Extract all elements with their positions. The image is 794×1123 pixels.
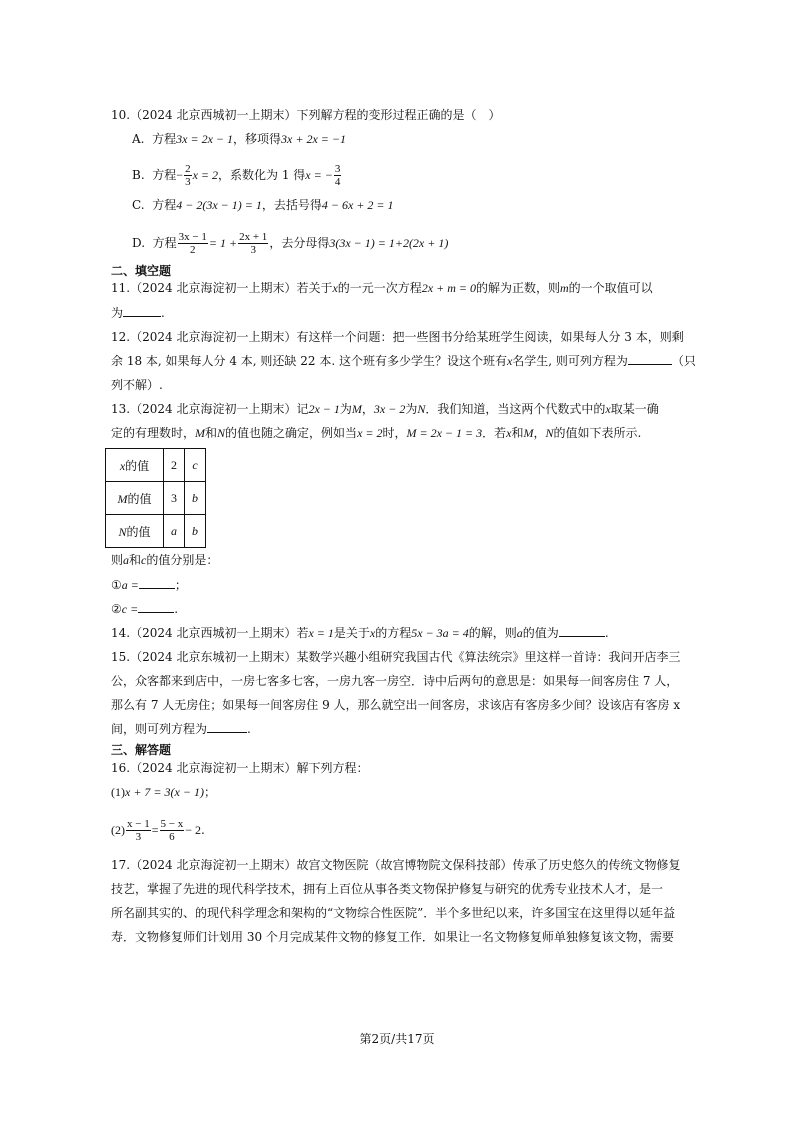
q15-line4: 间，则可列方程为 .	[111, 722, 251, 736]
q13-line2: 定的有理数时，M和N的值也随之确定，例如当x = 2时，M = 2x − 1 = 3．若x和M，N的值如下表所示.	[111, 426, 642, 440]
fraction: $\frac{x - 1}{3}$	[127, 818, 150, 843]
fraction: $\frac{5 - x}{6}$	[160, 818, 184, 843]
q10-option-b: B. 方程− $\frac{2}{3}$ x = 2，系数化为 1 得x = − $\frac{3}{4}$	[132, 163, 341, 188]
option-text: 方程	[152, 168, 177, 182]
option-text: 方程	[152, 236, 177, 250]
equation: 3(3x − 1) = 1+2(2x + 1)	[329, 236, 449, 250]
answer-blank[interactable]	[628, 353, 672, 365]
table-row	[106, 449, 206, 482]
q12-line3: 列不解）.	[111, 378, 163, 392]
option-label: B.	[132, 168, 145, 182]
table-cell: a	[164, 515, 185, 548]
table-cell: 3	[164, 482, 185, 515]
q17-line1: 17.（2024 北京海淀初一上期末）故宫文物医院（故宫博物院文保科技部）传承了历史悠久的传统文物修复	[111, 858, 681, 872]
q17-line4: 寿．文物修复师们计划用 30 个月完成某件文物的修复工作．如果让一名文物修复师单独修复该文物，需要	[111, 930, 674, 944]
q12-line1: 12.（2024 北京海淀初一上期末）有这样一个问题：把一些图书分给某班学生阅读，如果每人分 3 本，则剩	[111, 330, 684, 344]
equation: x = 2	[192, 168, 219, 182]
q13-after-table: 则a和c的值分别是：	[111, 553, 219, 567]
option-label: A.	[132, 132, 145, 146]
q10-option-d	[132, 231, 448, 256]
q13-answer-2: ②c = .	[111, 602, 179, 616]
q15-line2: 公，众客都来到店中，一房七客多七客，一房九客一房空．诗中后两句的意思是：如果每一间客房住 7 人，	[111, 674, 679, 688]
table-cell: c	[185, 449, 206, 482]
fraction: $\frac{3x - 1}{2}$	[178, 231, 207, 256]
row-header: M的值	[106, 482, 164, 515]
table-cell: b	[185, 515, 206, 548]
equation: = 1 +	[208, 236, 238, 250]
q17-line2: 技艺，掌握了先进的现代科学技术，拥有上百位从事各类文物保护修复与研究的优秀专业技术人才，是一	[111, 882, 664, 896]
option-label: C.	[132, 198, 145, 212]
q15-line1: 15.（2024 北京东城初一上期末）某数学兴趣小组研究我国古代《算法统宗》里这样一首诗：我问开店李三	[111, 650, 681, 664]
option-text: ，系数化为 1 得	[218, 168, 306, 182]
option-text: 方程	[152, 132, 177, 146]
q15-line3: 那么有 7 人无房住；如果每一间客房住 9 人，那么就空出一间客房，求该店有客房多少间？设该店有客房 x	[111, 698, 681, 712]
q11-line1: 11.（2024 北京海淀初一上期末）若关于x的一元一次方程2x + m = 0的解为正数，则m的一个取值可以	[111, 281, 653, 295]
answer-blank[interactable]	[138, 601, 174, 613]
equation: 3x + 2x = −1	[281, 132, 346, 146]
answer-blank[interactable]	[559, 625, 605, 637]
answer-blank[interactable]	[207, 721, 247, 733]
row-header: N的值	[106, 515, 164, 548]
table-cell: 2	[164, 449, 185, 482]
q13-line1: 13.（2024 北京海淀初一上期末）记2x − 1为M，3x − 2为N．我们知道，当这两个代数式中的x取某一确	[111, 402, 659, 416]
equation: 4 − 6x + 2 = 1	[321, 198, 394, 212]
equation: x = −	[305, 168, 333, 182]
fraction: $\frac{3}{4}$	[334, 163, 341, 188]
fraction: $\frac{2}{3}$	[185, 163, 191, 188]
table-cell: b	[185, 482, 206, 515]
q14: 14.（2024 北京西城初一上期末）若x = 1是关于x的方程5x − 3a = 4的解，则a的值为 .	[111, 626, 609, 640]
q16-part-1: (1)x + 7 = 3(x − 1)；	[111, 785, 216, 799]
option-text: ，去括号得	[261, 198, 322, 212]
option-text: ，去分母得	[269, 236, 330, 250]
q13-answer-1: ①a = ；	[111, 578, 187, 592]
equation: 3x = 2x − 1	[176, 132, 233, 146]
section-heading-fill-blank: 二、填空题	[111, 264, 172, 278]
option-label: D.	[132, 236, 146, 250]
q10-option-c	[132, 197, 394, 213]
table-row	[106, 515, 206, 548]
section-heading-solve: 三、解答题	[111, 743, 172, 757]
q17-line3: 所名副其实的、的现代科学理念和架构的“文物综合性医院”．半个多世纪以来，许多国宝在这里得以延年益	[111, 906, 676, 920]
page-number: 第2页/共17页	[359, 1032, 435, 1046]
q10-option-a	[132, 131, 346, 147]
q16-part-2: (2) $\frac{x - 1}{3}$ = $\frac{5 - x}{6}$ − 2.	[111, 818, 205, 843]
q13-value-table	[105, 448, 206, 548]
option-text: 方程	[152, 198, 177, 212]
q10-stem: 10.（2024 北京西城初一上期末）下列解方程的变形过程正确的是（ ）	[111, 108, 501, 122]
q11-line2: 为 .	[111, 306, 165, 320]
answer-blank[interactable]	[123, 305, 161, 317]
q16-stem: 16.（2024 北京海淀初一上期末）解下列方程：	[111, 761, 369, 775]
fraction: $\frac{2x + 1}{3}$	[239, 231, 268, 256]
answer-blank[interactable]	[139, 577, 175, 589]
option-text: ，移项得	[233, 132, 282, 146]
equation: 4 − 2(3x − 1) = 1	[176, 198, 262, 212]
q12-line2: 余 18 本, 如果每人分 4 本, 则还缺 22 本. 这个班有多少学生？设这个班有x名学生, 则可列方程为 （只	[111, 354, 696, 368]
table-row	[106, 482, 206, 515]
row-header: x的值	[106, 449, 164, 482]
